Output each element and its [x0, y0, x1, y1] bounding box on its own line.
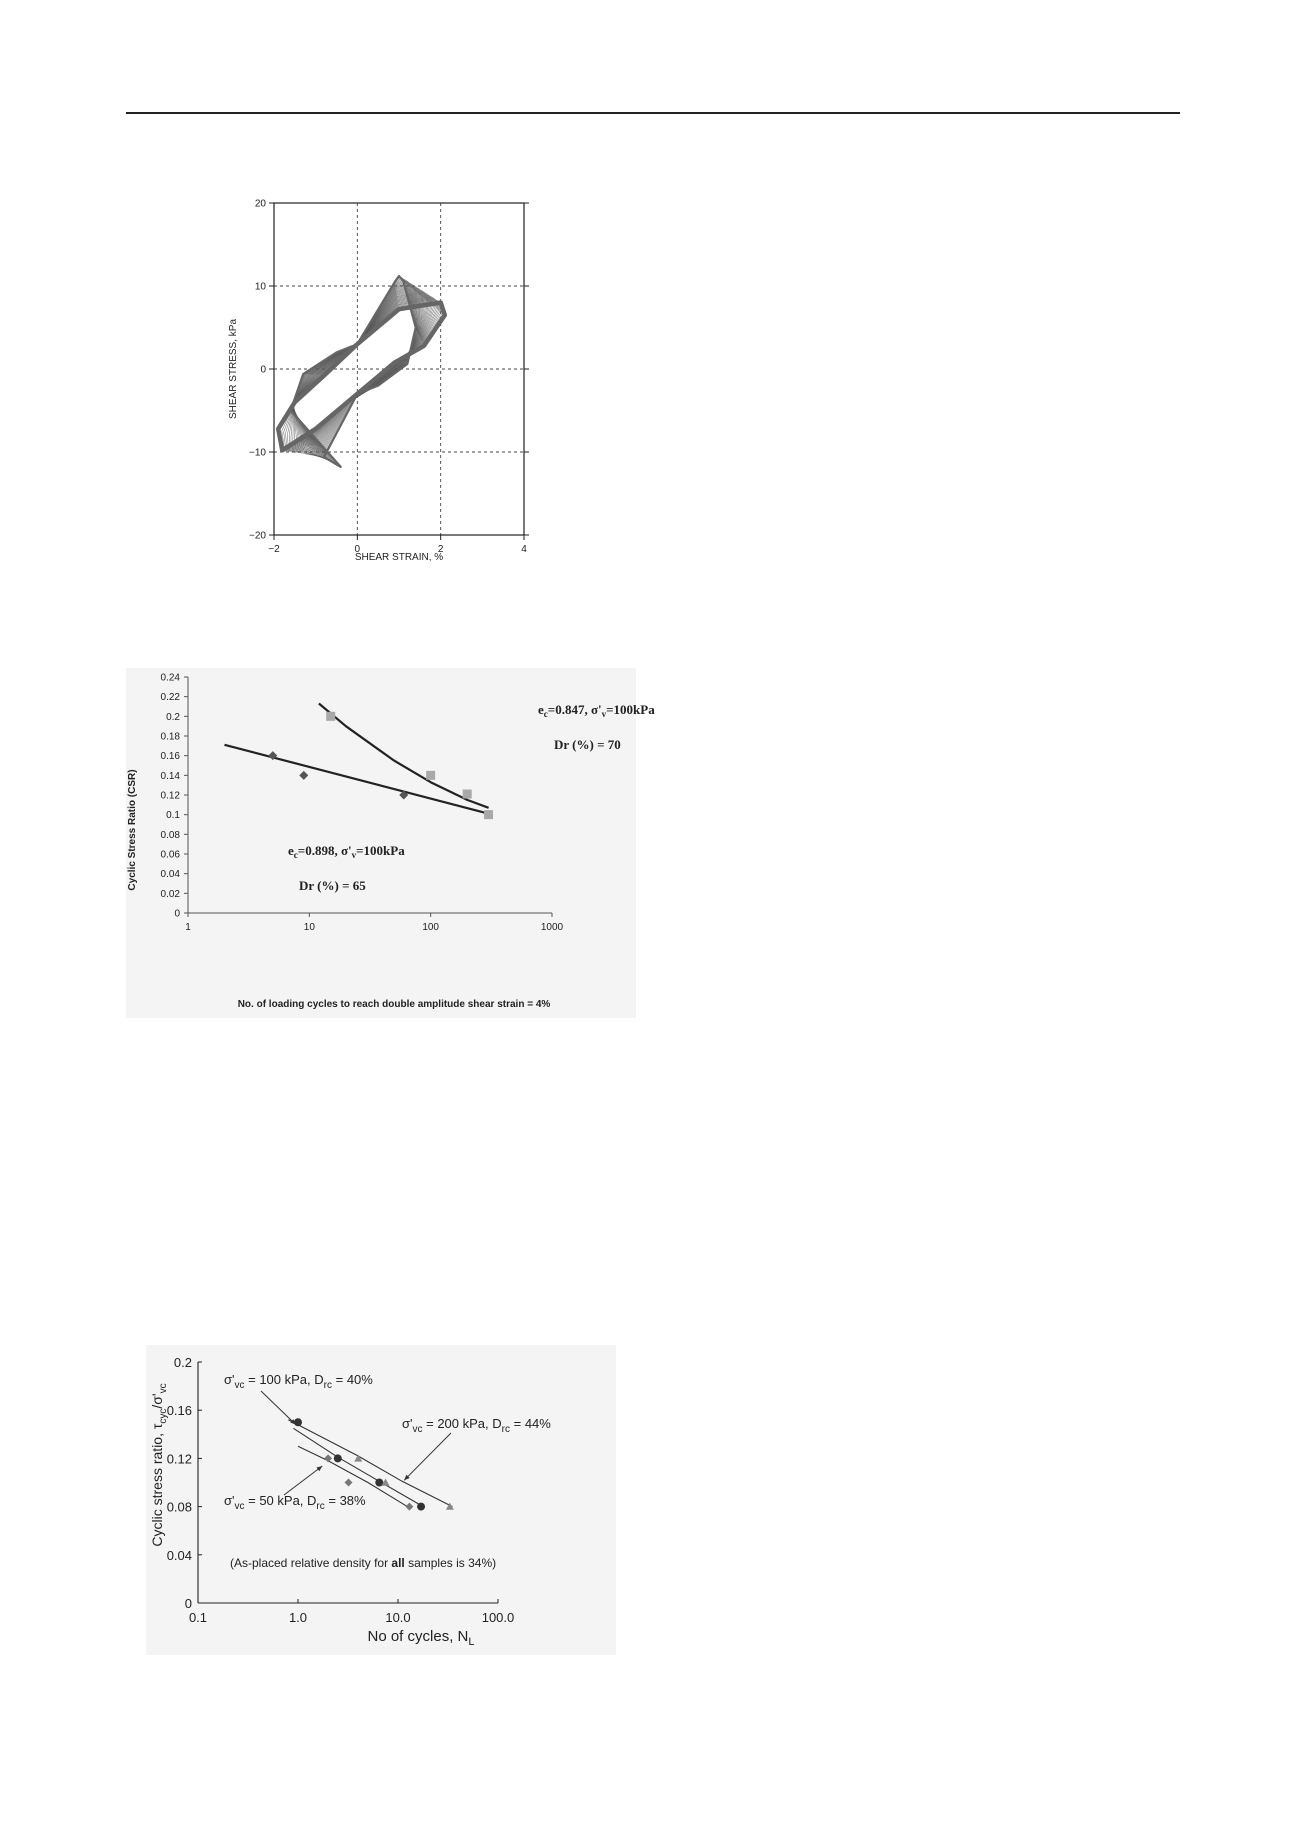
- csr-y-tick-label: 0.06: [160, 849, 180, 861]
- nl-chart-svg: [146, 1345, 616, 1655]
- nl-x-tick-label: 0.1: [188, 1610, 208, 1625]
- csr-point-square: [326, 712, 335, 721]
- csr-x-axis-label: No. of loading cycles to reach double amplitude shear strain = 4%: [237, 999, 551, 1010]
- csr-y-axis-label: Cyclic Stress Ratio (CSR): [127, 769, 138, 891]
- nl-x-tick-label: 1.0: [288, 1610, 308, 1625]
- hysteresis-x-tick-label: −2: [268, 544, 280, 555]
- csr-annotation-4: Dr (%) = 65: [299, 878, 366, 893]
- nl-chart-background: [146, 1345, 616, 1655]
- csr-point-square: [484, 810, 493, 819]
- figure-csr-chart: [126, 668, 655, 1018]
- hysteresis-y-tick-label: −10: [249, 447, 266, 459]
- csr-y-tick-label: 0: [174, 908, 180, 920]
- csr-point-square: [463, 790, 472, 799]
- csr-y-tick-label: 0.24: [160, 672, 180, 684]
- csr-y-tick-label: 0.16: [160, 751, 180, 763]
- csr-x-tick-label: 1000: [540, 922, 564, 933]
- csr-y-tick-label: 0.1: [166, 810, 180, 822]
- csr-y-tick-label: 0.14: [160, 770, 180, 782]
- csr-y-tick-label: 0.12: [160, 790, 180, 802]
- nl-y-tick-label: 0.04: [166, 1547, 192, 1563]
- hysteresis-loops: [278, 276, 445, 467]
- csr-y-tick-label: 0.18: [160, 731, 180, 743]
- nl-y-tick-label: 0: [184, 1596, 192, 1611]
- nl-point-circle: [334, 1454, 342, 1462]
- header-rule: [126, 112, 1180, 114]
- hysteresis-y-axis-label: SHEAR STRESS, kPa: [228, 318, 239, 420]
- nl-annotation-100kpa: $\sigma'_{vc} = 100$ kPa, $D_{rc} = 40\%$: [224, 1372, 373, 1391]
- nl-point-circle: [417, 1503, 425, 1511]
- csr-x-tick-label: 100: [422, 922, 440, 933]
- csr-y-tick-label: 0.22: [160, 692, 180, 704]
- nl-annotation-200kpa: $\sigma'_{vc} = 200$ kPa, $D_{rc} = 44\%$: [402, 1416, 551, 1435]
- hysteresis-x-tick-label: 0: [354, 544, 361, 555]
- csr-y-tick-label: 0.02: [160, 888, 180, 900]
- nl-point-circle: [294, 1418, 302, 1426]
- csr-y-tick-label: 0.08: [160, 829, 180, 841]
- nl-y-tick-label: 0.12: [166, 1451, 192, 1467]
- nl-y-tick-label: 0.2: [173, 1355, 192, 1370]
- csr-x-tick-label: 10: [303, 922, 315, 933]
- nl-x-axis-label: No of cycles, $N_L$: [367, 1628, 475, 1648]
- csr-annotation-1: $e_c=0.847$, $\sigma'_v=100kPa$: [538, 702, 655, 719]
- hysteresis-chart-svg: [226, 193, 546, 573]
- hysteresis-x-tick-label: 2: [437, 544, 444, 555]
- figure-hysteresis-chart: [226, 193, 546, 573]
- csr-y-tick-label: 0.2: [166, 711, 180, 723]
- nl-y-axis-label: Cyclic stress ratio, $\tau_{cyc}/\sigma'_{vc}$: [149, 1383, 169, 1547]
- nl-x-tick-label: 10.0: [385, 1610, 411, 1625]
- csr-y-tick-label: 0.04: [160, 869, 180, 881]
- nl-y-tick-label: 0.16: [166, 1403, 192, 1419]
- nl-x-tick-label: 100.0: [481, 1610, 515, 1625]
- hysteresis-x-tick-label: 4: [521, 544, 527, 555]
- hysteresis-y-tick-label: −20: [249, 530, 266, 542]
- csr-annotation-3: $e_c=0.898$, $\sigma'_v=100kPa$: [288, 843, 405, 860]
- hysteresis-x-axis-label: SHEAR STRAIN, %: [354, 552, 444, 563]
- hysteresis-y-tick-label: 20: [254, 198, 266, 210]
- figure-nl-chart: [146, 1345, 616, 1655]
- csr-x-tick-label: 1: [185, 922, 191, 933]
- nl-y-tick-label: 0.08: [166, 1499, 192, 1515]
- csr-chart-svg: [126, 668, 655, 1018]
- nl-note: (As-placed relative density for all samples is 34%): [230, 1556, 497, 1570]
- csr-point-square: [426, 771, 435, 780]
- nl-annotation-50kpa: $\sigma'_{vc} = 50$ kPa, $D_{rc} = 38\%$: [224, 1493, 366, 1512]
- hysteresis-y-tick-label: 0: [260, 364, 266, 376]
- csr-annotation-2: Dr (%) = 70: [554, 737, 621, 752]
- hysteresis-y-tick-label: 10: [254, 281, 266, 293]
